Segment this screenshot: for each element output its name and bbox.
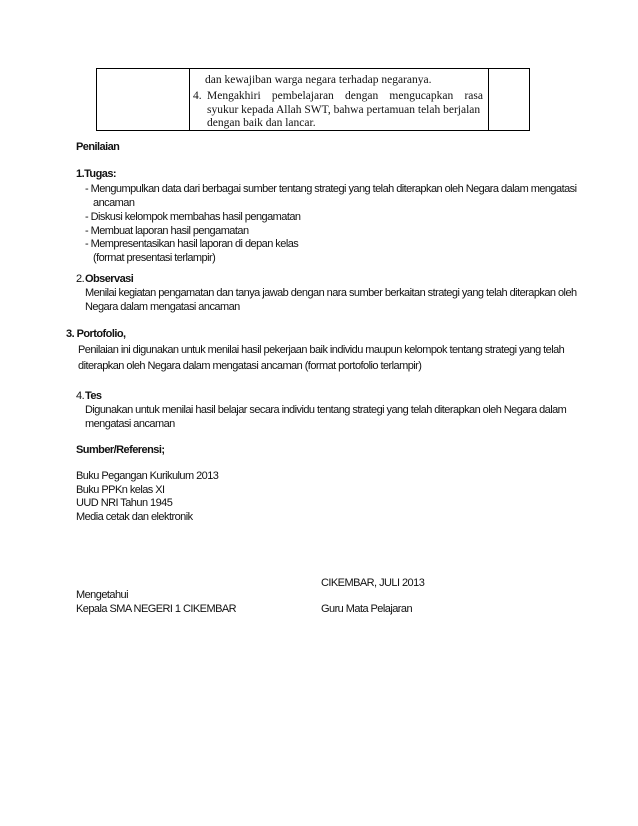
table-item-4-line-1: Mengakhiri pembelajaran dengan mengucapkan rasa <box>207 90 483 102</box>
table-item-4-line-3: dengan baik dan lancar. <box>207 117 316 129</box>
tugas-item-1: - Mengumpulkan data dari berbagai sumber tentang strategi yang telah diterapkan oleh Negara dalam mengatasi <box>85 183 577 195</box>
table-cell-empty-left <box>97 69 190 130</box>
portofolio-title: 3. Portofolio, <box>66 328 126 340</box>
place-date: CIKEMBAR, JULI 2013 <box>321 577 425 589</box>
tugas-title: 1.Tugas: <box>76 168 117 180</box>
table-item-4-number: 4. <box>193 90 202 102</box>
portofolio-line-2: diterapkan oleh Negara dalam mengatasi ancaman (format portofolio terlampir) <box>78 360 422 372</box>
mengetahui-label: Mengetahui <box>76 589 128 601</box>
principal-title: Kepala SMA NEGERI 1 CIKEMBAR <box>76 603 237 615</box>
tugas-item-3: - Membuat laporan hasil pengamatan <box>85 225 249 237</box>
observasi-line-1: Menilai kegiatan pengamatan dan tanya jawab dengan nara sumber berkaitan strategi yang telah diterapkan oleh <box>85 287 577 299</box>
tes-line-1: Digunakan untuk menilai hasil belajar secara individu tentang strategi yang telah diterapkan oleh Negara dalam <box>85 404 567 416</box>
tes-title: Tes <box>85 390 102 402</box>
teacher-title: Guru Mata Pelajaran <box>321 603 413 615</box>
reference-item: UUD NRI Tahun 1945 <box>76 497 173 509</box>
tes-number: 4. <box>76 390 85 402</box>
section-heading-sumber: Sumber/Referensi; <box>76 444 165 456</box>
reference-item: Buku Pegangan Kurikulum 2013 <box>76 470 219 482</box>
tugas-item-4: - Mempresentasikan hasil laporan di depan kelas <box>85 238 299 250</box>
tugas-item-4-note: (format presentasi terlampir) <box>93 252 216 264</box>
observasi-title: Observasi <box>85 273 134 285</box>
table-line-1: dan kewajiban warga negara terhadap negaranya. <box>205 74 432 86</box>
tugas-item-1-cont: ancaman <box>93 197 135 209</box>
section-heading-penilaian: Penilaian <box>76 141 120 153</box>
tes-line-2: mengatasi ancaman <box>85 418 175 430</box>
reference-item: Buku PPKn kelas XI <box>76 484 165 496</box>
observasi-number: 2. <box>76 273 85 285</box>
portofolio-line-1: Penilaian ini digunakan untuk menilai hasil pekerjaan baik individu maupun kelompok tentang strategi yang telah <box>78 344 565 356</box>
observasi-line-2: Negara dalam mengatasi ancaman <box>85 301 240 313</box>
reference-item: Media cetak dan elektronik <box>76 511 193 523</box>
tugas-item-2: - Diskusi kelompok membahas hasil pengamatan <box>85 211 301 223</box>
table-item-4-line-2: syukur kepada Allah SWT, bahwa pertamuan telah berjalan <box>207 104 481 116</box>
table-cell-empty-right <box>489 69 529 130</box>
